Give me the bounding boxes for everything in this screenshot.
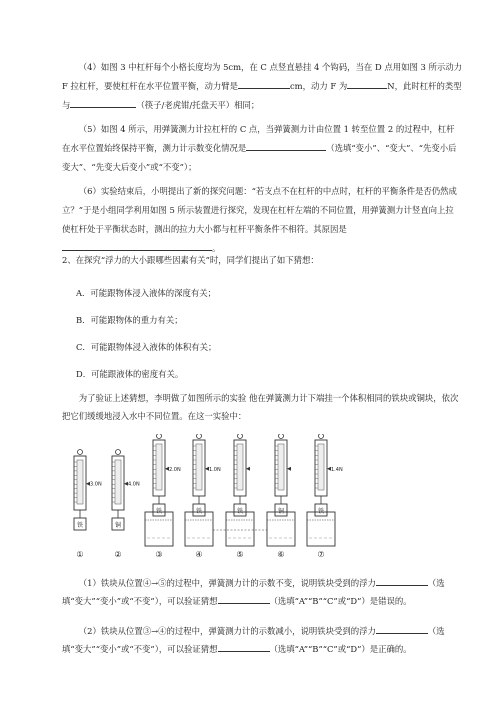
block-label: 铁: [155, 508, 163, 515]
sub2-blank-2[interactable]: [218, 641, 270, 652]
q4-text-1: （4）如图 3 中杠杆每个小格长度均为 5cm，在 C 点竖直悬挂 4 个钩码，当在 D 点用如图 3 所示动力 F 拉杠杆，要使杠杆在水平位置平衡，动力臂是: [62, 62, 462, 91]
option-c: C．可能跟物体浸入液体的体积有关；: [76, 342, 217, 352]
scale-hook-ring: [279, 434, 284, 439]
scale-reading: 1.4N: [331, 466, 343, 473]
option-b: B．可能跟物体的重力有关；: [76, 315, 183, 325]
option-a: A．可能跟物体浸入液体的深度有关；: [76, 288, 217, 298]
scale-pointer: [287, 467, 291, 471]
block-label: 铁: [195, 508, 203, 515]
question-4-paragraph: [62, 58, 462, 115]
option-d: D．可能跟液体的密度有关。: [76, 369, 184, 379]
scale-reading: 3.0N: [90, 481, 102, 488]
scale-hook-ring: [157, 434, 162, 439]
scale-pointer: [246, 467, 250, 471]
block-label: 铜: [277, 508, 285, 515]
block-label: 铁: [236, 508, 244, 515]
scale-hook-ring: [116, 450, 121, 455]
block-label: 铁: [317, 508, 325, 515]
position-number: ②: [114, 550, 122, 559]
sub1-text-a: （1）铁块从位置④→⑤的过程中，弹簧测力计的示数不变，说明铁块受到的浮力: [78, 578, 376, 588]
beaker: [185, 512, 213, 546]
sub1-text-b: （选填“变大”“变小”或“不变”），可以验证猜想: [62, 578, 445, 606]
sub2-blank-1[interactable]: [376, 623, 428, 634]
block-label: 铁: [76, 522, 84, 529]
scale-slot: [318, 444, 324, 490]
experiment-intro: 为了验证上述猜想，李明做了如图所示的实验 他在弹簧测力计下端挂一个体积相同的铁块或铜块，依次把它们缓缓地浸入水中不同位置。在这一实验中：: [62, 393, 459, 421]
q4-text-3: N，此时杠杆的类型与: [62, 81, 462, 110]
scale-slot: [77, 460, 83, 504]
position-number: ③: [155, 550, 163, 559]
question-2-title: 2、在探究“浮力的大小跟哪些因素有关”时，同学们提出了如下猜想：: [62, 255, 319, 265]
question-6-paragraph: [62, 182, 462, 258]
scale-slot: [278, 444, 284, 490]
q4-blank-type[interactable]: [70, 97, 136, 108]
scale-reading: 4.0N: [128, 481, 140, 488]
sub2-text-a: （2）铁块从位置③→④的过程中，弹簧测力计的示数减小，说明铁块受到的浮力: [78, 626, 376, 636]
q5-blank[interactable]: [246, 140, 326, 151]
scale-slot: [196, 444, 202, 490]
position-number: ⑦: [317, 550, 325, 559]
q4-blank-force[interactable]: [347, 78, 387, 89]
sub1-blank-2[interactable]: [218, 593, 270, 604]
position-number: ④: [195, 550, 203, 559]
sub2-text-b: （选填“变大”“变小”或“不变”），可以验证猜想: [62, 626, 445, 654]
q6-blank[interactable]: [62, 240, 212, 251]
sub-question-2: [62, 622, 462, 658]
q4-text-2: cm，动力 F 为: [289, 81, 348, 91]
scale-hook-ring: [238, 434, 243, 439]
scale-hook-ring: [78, 450, 83, 455]
position-number: ①: [76, 550, 84, 559]
q5-text-1: （5）如图 4 所示，用弹簧测力计拉杠杆的 C 点，当弹簧测力计由位置 1 转至位置 2 的过程中，杠杆在水平位置始终保持平衡，测力计示数变化情况是: [62, 124, 455, 153]
beaker: [307, 512, 335, 546]
position-number: ⑤: [236, 550, 244, 559]
q5-text-2: （选填“变小”、“变大”、“先变小后变大”、“先变大后变小”或“不变”）；: [62, 143, 457, 172]
sub2-text-c: （选填“A”“B”“C”或“D”）是正确的。: [269, 644, 412, 654]
sub-question-1: [62, 574, 462, 610]
q6-text-2: 。: [212, 243, 221, 253]
question-5-paragraph: [62, 120, 462, 177]
block-label: 铜: [114, 522, 122, 529]
sub1-text-c: （选填“A”“B”“C”或“D”）是错误的。: [269, 596, 412, 606]
beaker: [226, 512, 254, 546]
spring-scale-figure: [62, 434, 362, 564]
sub1-blank-1[interactable]: [376, 575, 428, 586]
q6-text-1: （6）实验结束后，小明提出了新的探究问题：“若支点不在杠杆的中点时，杠杆的平衡条件是否仍然成立？”于是小组同学利用如图 5 所示装置进行探究，发现在杠杆左端的不同位置，用弹簧测力计竖直向上拉使杠杆处于平衡状态时，测出的拉力大小都与杠杆平衡条件不相符。其原因是: [62, 186, 457, 234]
scale-slot: [115, 460, 121, 504]
scale-hook-ring: [319, 434, 324, 439]
scale-slot: [156, 444, 162, 490]
position-number: ⑥: [277, 550, 285, 559]
q4-blank-arm[interactable]: [238, 78, 290, 89]
beaker: [145, 512, 173, 546]
scale-hook-ring: [197, 434, 202, 439]
scale-reading: 2.0N: [169, 466, 181, 473]
q4-text-4: （筷子/老虎钳/托盘天平）相同；: [136, 100, 260, 110]
scale-reading: 1.0N: [209, 466, 221, 473]
scale-slot: [237, 444, 243, 490]
beaker: [267, 512, 295, 546]
